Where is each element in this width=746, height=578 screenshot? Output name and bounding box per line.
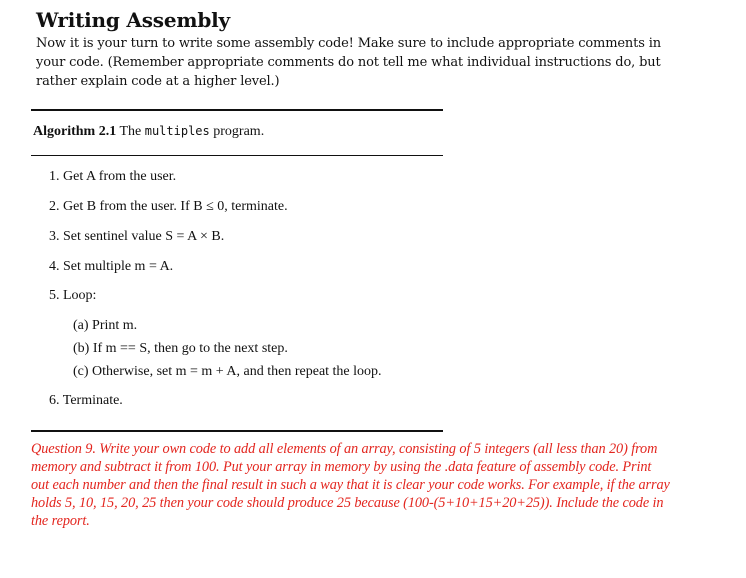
algorithm-substep: (b) If m == S, then go to the next step. (73, 341, 288, 356)
algorithm-substep: (a) Print m. (73, 318, 138, 333)
algorithm-caption-pre: The (119, 124, 142, 139)
algorithm-step: 1. Get A from the user. (49, 169, 177, 184)
algorithm-top-rule (31, 109, 443, 111)
algorithm-caption (33, 124, 264, 140)
algorithm-substep: (c) Otherwise, set m = m + A, and then repeat the loop. (73, 364, 382, 379)
question-text: Question 9. Write your own code to add all elements of an array, consisting of 5 integers (all less than 20) from memory and subtract it from 100. Put your array in memory by using the .data feature of assembly code. Print out each number and then the final result in such a way that it is clear your code works. For example, if the array holds 5, 10, 15, 20, 25 then your code should produce 25 because (100-(5+10+15+20+25)). Include the code in the report. (31, 441, 670, 529)
algorithm-step: 6. Terminate. (49, 393, 123, 408)
algorithm-program-name: multiples (144, 124, 210, 138)
intro-paragraph: Now it is your turn to write some assembly code! Make sure to include appropriate comments in your code. (Remember appropriate comments do not tell me what individual instructions do, but rather explain code at a higher level.) (36, 36, 661, 89)
section-heading: Writing Assembly (36, 8, 230, 32)
algorithm-caption-post: program. (213, 124, 265, 139)
algorithm-step: 4. Set multiple m = A. (49, 259, 174, 274)
algorithm-step: 5. Loop: (49, 288, 97, 303)
algorithm-step: 2. Get B from the user. If B ≤ 0, terminate. (49, 199, 288, 214)
algorithm-label: Algorithm 2.1 (33, 124, 117, 139)
algorithm-step: 3. Set sentinel value S = A × B. (49, 229, 225, 244)
algorithm-bottom-rule (31, 430, 443, 432)
algorithm-mid-rule (31, 155, 443, 156)
